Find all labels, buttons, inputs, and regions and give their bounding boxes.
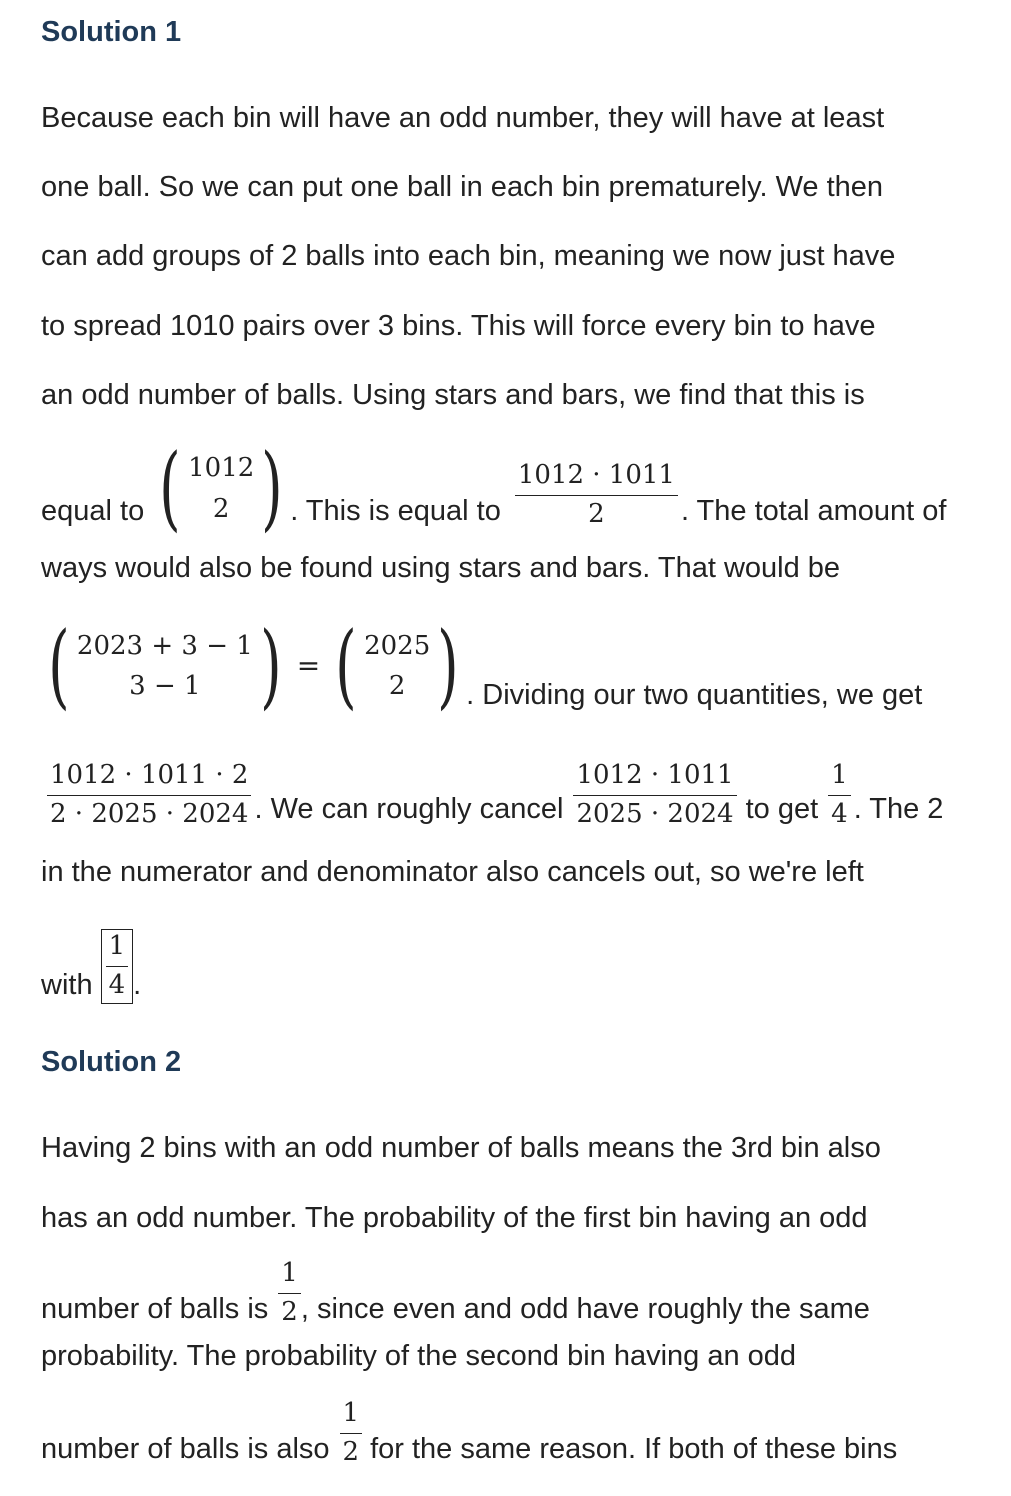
paragraph-line-math (41, 611, 923, 719)
fraction-denominator: 2 · 2025 · 2024 (50, 799, 249, 830)
binomial-top: 2025 (364, 630, 431, 661)
fraction-denominator: 2025 · 2024 (576, 799, 734, 830)
paragraph-line: Because each bin will have an odd number, they will have at least (41, 102, 885, 134)
text-run: . Dividing our two quantities, we get (466, 679, 923, 711)
text-run: . The total amount of (680, 495, 947, 527)
text-run: . We can roughly cancel (254, 793, 564, 825)
fraction-numerator: 1 (278, 1259, 301, 1294)
right-paren: ) (259, 611, 282, 719)
left-paren: ( (335, 611, 357, 719)
fraction-denominator: 2 (281, 1297, 298, 1328)
fraction (47, 761, 251, 830)
paragraph-line: one ball. So we can put one ball in each bin prematurely. We then (41, 171, 884, 203)
paragraph-line-math (41, 912, 141, 1004)
paragraph-line: an odd number of balls. Using stars and bars, we find that this is (41, 379, 865, 411)
paragraph-line-math (41, 1244, 870, 1328)
left-paren: ( (48, 611, 70, 719)
fraction-numerator: 1012 · 1011 · 2 (47, 761, 251, 796)
binomial-top: 2023 + 3 − 1 (76, 630, 253, 661)
right-paren: ) (437, 611, 459, 719)
fraction (340, 1399, 363, 1468)
fraction-numerator: 1012 · 1011 (515, 461, 678, 496)
fraction (828, 761, 851, 830)
equals-sign: = (296, 649, 321, 682)
fraction-numerator: 1 (828, 761, 851, 796)
paragraph-line: to spread 1010 pairs over 3 bins. This will force every bin to have (41, 310, 876, 342)
binomial-body (364, 626, 430, 707)
text-run: , since even and odd have roughly the same (300, 1293, 870, 1325)
paragraph-line-math (41, 1384, 897, 1468)
binomial-expression (41, 611, 289, 719)
binomial-bottom: 2 (388, 670, 406, 701)
text-run: with (41, 969, 93, 1001)
paragraph-line: ways would also be found using stars and bars. That would be (41, 552, 841, 584)
text-run: to get (745, 793, 819, 825)
binomial-expression (328, 611, 466, 719)
binomial-bottom: 2 (212, 493, 230, 524)
text-run: number of balls is also (41, 1433, 330, 1465)
paragraph-line: in the numerator and denominator also cancels out, so we're left (41, 856, 864, 888)
fraction-numerator: 1 (340, 1399, 363, 1434)
left-paren: ( (159, 434, 181, 542)
paragraph-line: probability. The probability of the second bin having an odd (41, 1340, 797, 1372)
fraction (515, 461, 678, 530)
fraction (278, 1259, 301, 1328)
binomial-body (188, 448, 254, 529)
solution-1-heading: Solution 1 (41, 16, 182, 48)
paragraph-line: has an odd number. The probability of the first bin having an odd (41, 1202, 868, 1234)
fraction-denominator: 2 (342, 1437, 360, 1468)
fraction-denominator: 4 (108, 970, 126, 1001)
paragraph-line: Having 2 bins with an odd number of balls means the 3rd bin also (41, 1132, 881, 1164)
right-paren: ) (261, 434, 284, 542)
fraction-denominator: 4 (831, 799, 848, 830)
text-run: number of balls is (41, 1293, 269, 1325)
binomial-bottom: 3 − 1 (129, 670, 201, 701)
paragraph-line-math (41, 430, 947, 542)
binomial-expression (152, 434, 290, 542)
paragraph-line: can add groups of 2 balls into each bin, meaning we now just have (41, 240, 896, 272)
fraction-numerator: 1 (106, 932, 129, 967)
paragraph-line-math (41, 740, 943, 830)
boxed-answer (101, 929, 134, 1004)
text-run: equal to (41, 495, 145, 527)
text-run: . (133, 969, 142, 1001)
fraction-denominator: 2 (588, 499, 605, 530)
text-run: . This is equal to (290, 495, 501, 527)
text-run: for the same reason. If both of these bins (370, 1433, 898, 1465)
fraction (106, 932, 129, 1001)
text-run: . The 2 (853, 793, 944, 825)
binomial-top: 1012 (188, 453, 255, 484)
fraction-numerator: 1012 · 1011 (573, 761, 736, 796)
fraction (573, 761, 736, 830)
solution-2-heading: Solution 2 (41, 1046, 182, 1078)
binomial-body (77, 626, 253, 707)
